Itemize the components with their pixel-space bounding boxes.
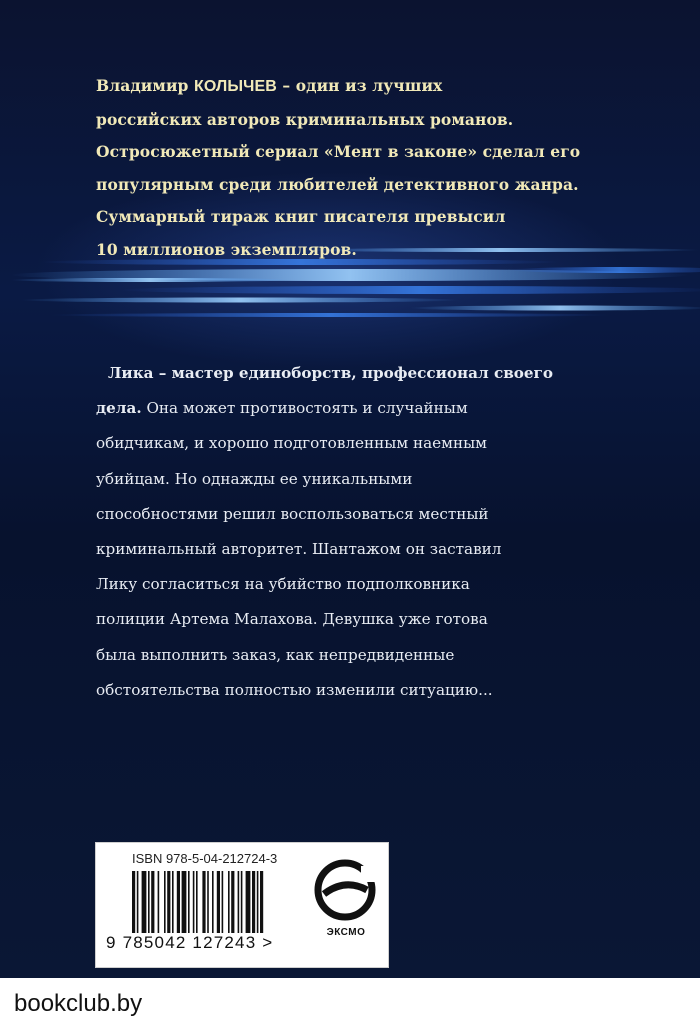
site-watermark[interactable]: bookclub.by xyxy=(14,990,143,1017)
author-line-5: Суммарный тираж книг писателя превысил xyxy=(96,207,506,227)
barcode-digits: 9 785042 127243 > xyxy=(106,933,274,952)
synopsis-line-5: способностями решил воспользоваться местный xyxy=(96,504,489,523)
synopsis-line-2 xyxy=(96,391,616,426)
synopsis-line-1: Лика – мастер единоборств, профессионал своего xyxy=(108,364,553,382)
author-line-6: 10 миллионов экземпляров. xyxy=(96,239,357,259)
author-line-1-suffix: – один из лучших xyxy=(276,76,443,95)
author-description xyxy=(96,70,616,267)
synopsis-line-8: полиции Артема Малахова. Девушка уже готова xyxy=(96,610,488,629)
barcode-icon xyxy=(132,871,302,933)
author-line-1 xyxy=(96,70,616,104)
synopsis-line-9: была выполнить заказ, как непредвиденные xyxy=(96,645,455,664)
synopsis-line-7: Лику согласиться на убийство подполковника xyxy=(96,575,470,594)
synopsis-line-2-rest: Она может противостоять и случайным xyxy=(141,399,468,418)
isbn-label: ISBN 978-5-04-212724-3 xyxy=(132,851,278,866)
book-synopsis xyxy=(96,356,616,708)
author-name: КОЛЫЧЕВ xyxy=(194,78,277,95)
footer xyxy=(0,978,700,1033)
synopsis-line-10: обстоятельства полностью изменили ситуацию... xyxy=(96,680,493,699)
synopsis-line-3: обидчикам, и хорошо подготовленным наемным xyxy=(96,434,487,453)
author-line-3: Остросюжетный сериал «Мент в законе» сделал его xyxy=(96,142,581,162)
author-line-1-prefix: Владимир xyxy=(96,76,194,95)
synopsis-line-6: криминальный авторитет. Шантажом он заставил xyxy=(96,540,502,559)
publisher-logo xyxy=(303,842,387,966)
eksmo-logo-icon xyxy=(303,842,387,932)
author-line-4: популярным среди любителей детективного жанра. xyxy=(96,174,579,194)
publisher-name: ЭКСМО xyxy=(326,927,366,938)
synopsis-line-2-bold: дела. xyxy=(96,399,142,418)
synopsis-line-4: убийцам. Но однажды ее уникальными xyxy=(96,469,413,488)
author-line-2: российских авторов криминальных романов. xyxy=(96,109,514,129)
